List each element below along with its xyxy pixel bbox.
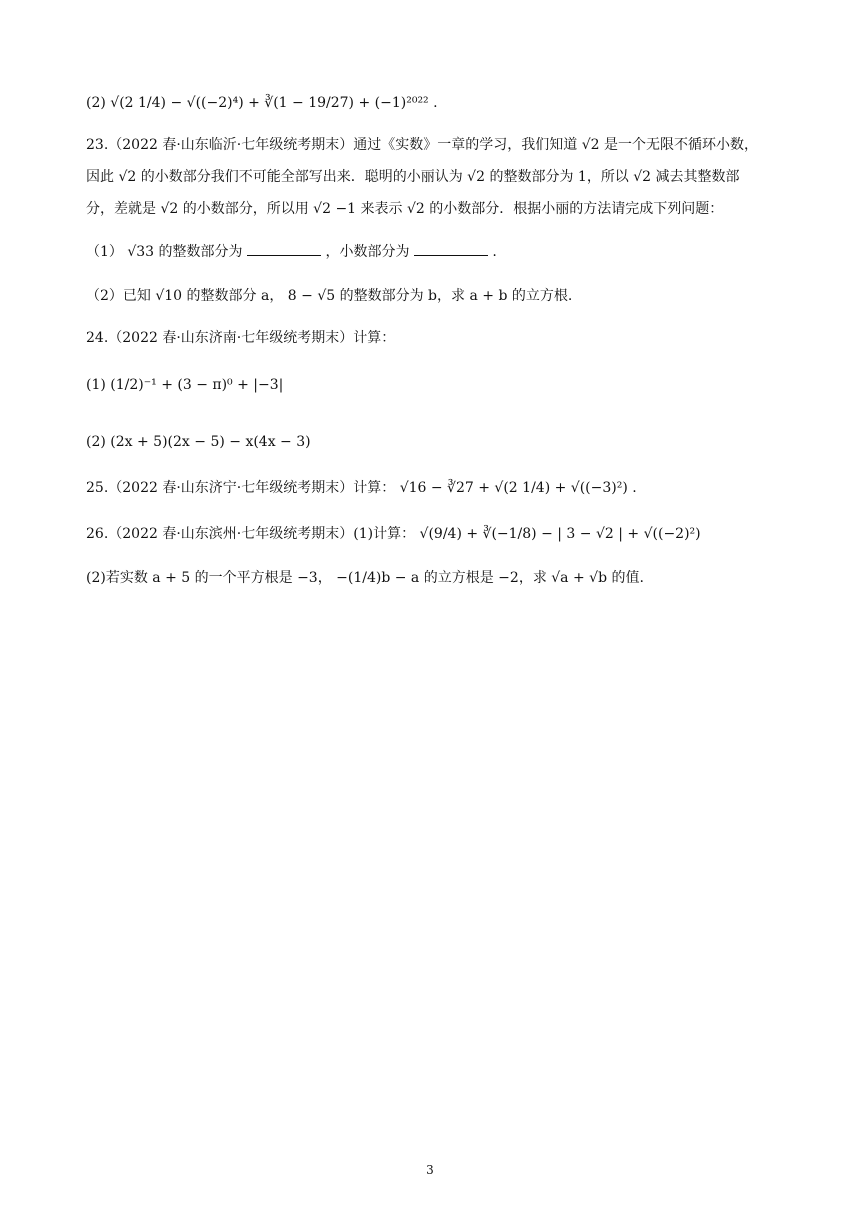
answer-blank-2 xyxy=(414,243,488,256)
q23-sub1-prefix: （1） √33 的整数部分为 xyxy=(86,244,243,260)
q24-part1: (1) (1/2)⁻¹ + (3 − π)⁰ + |−3| xyxy=(86,377,284,393)
q23-line2: 因此 √2 的小数部分我们不可能全部写出来．聪明的小丽认为 √2 的整数部分为 1，所以 √2 减去其整数部 xyxy=(86,169,740,185)
page-number: 3 xyxy=(426,1163,434,1177)
answer-blank-1 xyxy=(247,243,321,256)
q22-part2-expression: (2) √(2 1/4) − √((−2)⁴) + ∛(1 − 19/27) + (−1)²⁰²² . xyxy=(86,95,438,111)
q24-title: 24.（2022 春·山东济南·七年级统考期末）计算： xyxy=(86,330,396,346)
q23-sub1-middle: ，小数部分为 xyxy=(325,244,410,260)
q25: 25.（2022 春·山东济宁·七年级统考期末）计算： √16 − ∛27 + √(2 1/4) + √((−3)²) . xyxy=(86,480,637,496)
q23-subquestion2: （2）已知 √10 的整数部分 a， 8 − √5 的整数部分为 b，求 a + b 的立方根. xyxy=(86,288,573,304)
q23-line1: 23.（2022 春·山东临沂·七年级统考期末）通过《实数》一章的学习，我们知道 √2 是一个无限不循环小数， xyxy=(86,137,758,153)
q23-line3: 分，差就是 √2 的小数部分，所以用 √2 −1 来表示 √2 的小数部分．根据小丽的方法请完成下列问题： xyxy=(86,201,724,217)
q26-part1: 26.（2022 春·山东滨州·七年级统考期末）(1)计算： √(9/4) + ∛(−1/8) − | 3 − √2 | + √((−2)²) xyxy=(86,526,701,542)
q23-sub1-suffix: . xyxy=(492,244,497,260)
q24-part2: (2) (2x + 5)(2x − 5) − x(4x − 3) xyxy=(86,434,311,450)
q23-subquestion1 xyxy=(86,241,786,263)
q26-part2: (2)若实数 a + 5 的一个平方根是 −3， −(1/4)b − a 的立方根是 −2，求 √a + √b 的值. xyxy=(86,570,644,586)
